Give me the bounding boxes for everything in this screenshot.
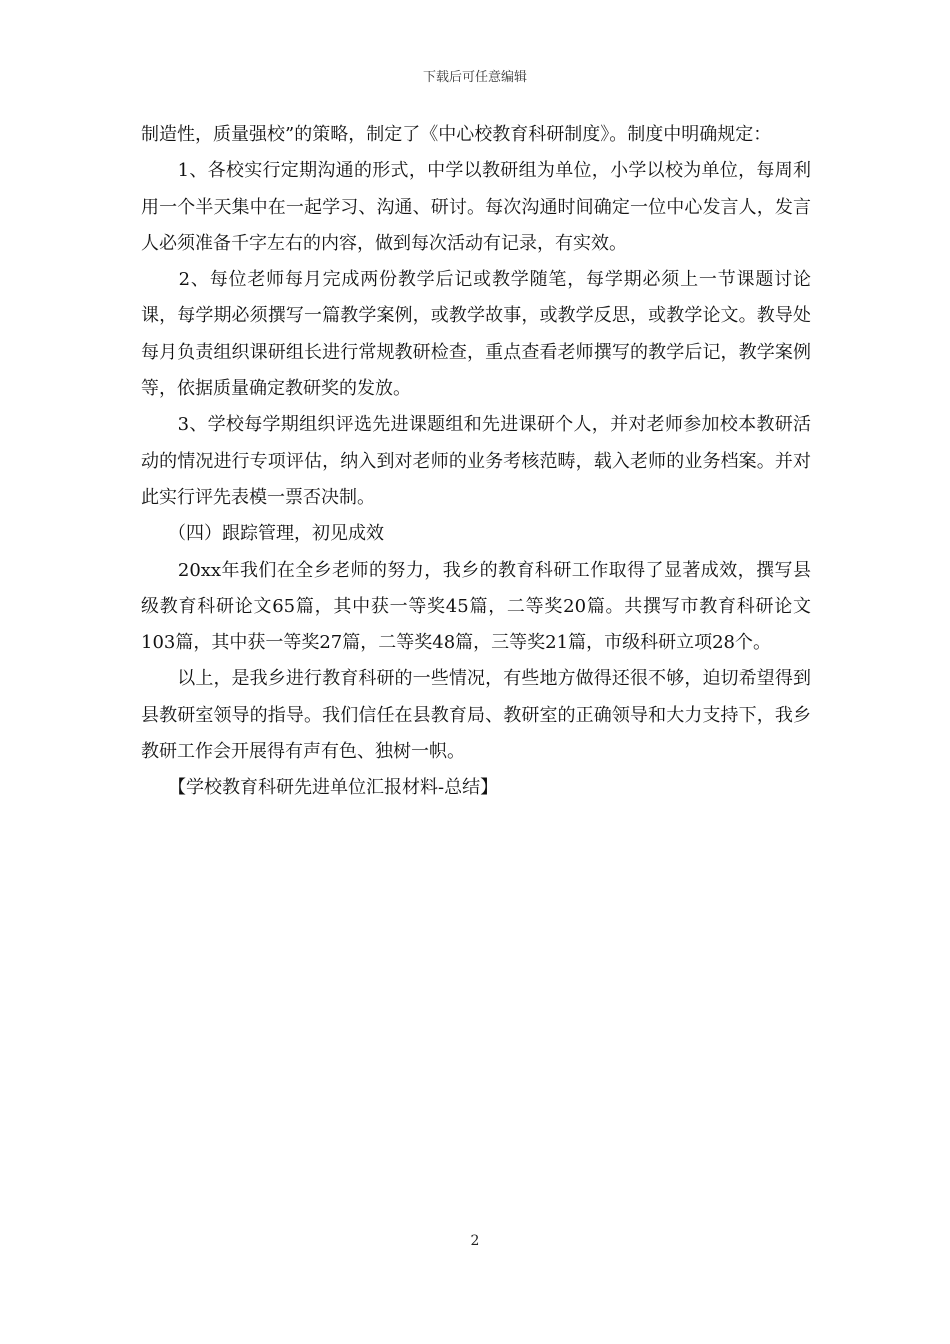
paragraph-intro: 制造性，质量强校”的策略，制定了《中心校教育科研制度》。制度中明确规定： xyxy=(141,124,772,145)
section-heading-tracking: （四）跟踪管理，初见成效 xyxy=(141,523,384,545)
document-body xyxy=(141,117,811,807)
paragraph-results: 20xx年我们在全乡老师的努力，我乡的教育科研工作取得了显著成效，撰写县级教育科研论文65篇，其中获一等奖45篇，二等奖20篇。共撰写市教育科研论文103篇，其中获一等奖27篇，二等奖48篇，三等奖21篇，市级科研立项28个。 xyxy=(141,559,811,654)
page-number: 2 xyxy=(470,1233,480,1249)
document-title-tag: 【学校教育科研先进单位汇报材料-总结】 xyxy=(141,777,499,799)
page-header-note: 下载后可任意编辑 xyxy=(422,70,527,85)
paragraph-rule-2: 2、每位老师每月完成两份教学后记或教学随笔，每学期必须上一节课题讨论课，每学期必须撰写一篇教学案例，或教学故事，或教学反思，或教学论文。教导处每月负责组织课研组长进行常规教研检查，重点查看老师撰写的教学后记，教学案例等，依据质量确定教研奖的发放。 xyxy=(141,269,811,400)
paragraph-conclusion: 以上，是我乡进行教育科研的一些情况，有些地方做得还很不够，迫切希望得到县教研室领导的指导。我们信任在县教育局、教研室的正确领导和大力支持下，我乡教研工作会开展得有声有色、独树一帜。 xyxy=(141,668,811,763)
paragraph-rule-1: 1、各校实行定期沟通的形式，中学以教研组为单位，小学以校为单位，每周利用一个半天集中在一起学习、沟通、研讨。每次沟通时间确定一位中心发言人，发言人必须准备千字左右的内容，做到每次活动有记录，有实效。 xyxy=(141,160,811,254)
paragraph-rule-3: 3、学校每学期组织评选先进课题组和先进课研个人，并对老师参加校本教研活动的情况进行专项评估，纳入到对老师的业务考核范畴，载入老师的业务档案。并对此实行评先表模一票否决制。 xyxy=(141,414,811,508)
